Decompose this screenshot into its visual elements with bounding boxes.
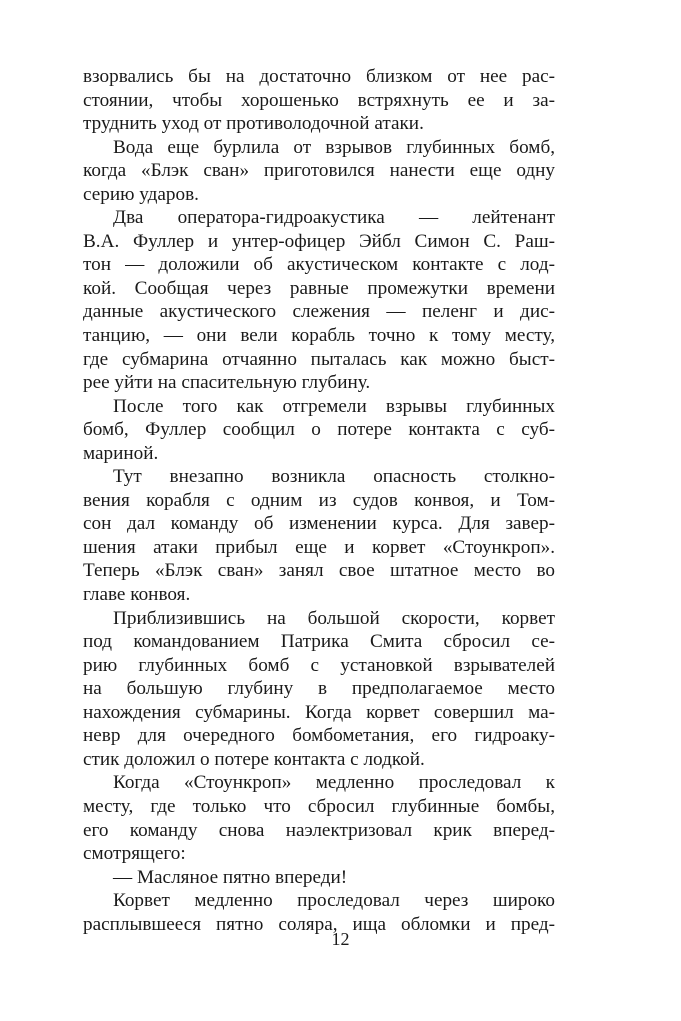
text-line: сон дал команду об изменении курса. Для завер- [83, 513, 555, 535]
text-line: стик доложил о потере контакта с лодкой. [83, 748, 425, 770]
text-line: рию глубинных бомб с установкой взрывателей [83, 654, 555, 676]
text-line: Корвет медленно проследовал через широко [113, 890, 555, 912]
page-number: 12 [331, 929, 350, 949]
text-line: нахождения субмарины. Когда корвет совершил ма- [83, 701, 555, 723]
text-line: стоянии, чтобы хорошенько встряхнуть ее и за- [83, 89, 555, 111]
text-line: невр для очередного бомбометания, его гидроаку- [83, 725, 555, 747]
page-body-text [83, 65, 555, 936]
text-line: — Масляное пятно впереди! [113, 866, 348, 888]
text-line: рее уйти на спасительную глубину. [83, 372, 371, 394]
text-line: шения атаки прибыл еще и корвет «Стоункроп». [83, 536, 555, 558]
text-line: под командованием Патрика Смита сбросил се- [83, 631, 555, 653]
text-line: В.А. Фуллер и унтер-офицер Эйбл Симон С. Раш- [83, 230, 555, 252]
text-line: мариной. [83, 442, 159, 464]
text-line: расплывшееся пятно соляра, ища обломки и пред- [83, 913, 555, 935]
text-line: бомб, Фуллер сообщил о потере контакта с суб- [83, 419, 555, 441]
text-line: его команду снова наэлектризовал крик вперед- [83, 819, 555, 841]
text-line: Два оператора-гидроакустика — лейтенант [113, 207, 555, 229]
text-line: кой. Сообщая через равные промежутки времени [83, 277, 555, 299]
text-line: танцию, — они вели корабль точно к тому месту, [83, 325, 555, 347]
text-line: Приблизившись на большой скорости, корвет [113, 607, 555, 629]
text-line: труднить уход от противолодочной атаки. [83, 113, 424, 135]
text-line: вения корабля с одним из судов конвоя, и Том- [83, 489, 555, 511]
text-line: Теперь «Блэк сван» занял свое штатное место во [83, 560, 555, 582]
text-line: взорвались бы на достаточно близком от нее рас- [83, 66, 555, 87]
text-line: главе конвоя. [83, 584, 191, 606]
text-line: После того как отгремели взрывы глубинных [113, 395, 555, 417]
text-line: Когда «Стоункроп» медленно проследовал к [113, 772, 555, 794]
text-line: тон — доложили об акустическом контакте с лод- [83, 254, 555, 276]
text-line: месту, где только что сбросил глубинные бомбы, [83, 795, 555, 817]
text-line: Вода еще бурлила от взрывов глубинных бомб, [113, 136, 555, 158]
text-line: смотрящего: [83, 843, 186, 865]
text-line: серию ударов. [83, 183, 199, 205]
text-line: на большую глубину в предполагаемое место [83, 678, 555, 700]
text-line: когда «Блэк сван» приготовился нанести еще одну [83, 160, 555, 182]
text-line: данные акустического слежения — пеленг и дис- [83, 301, 555, 323]
text-line: Тут внезапно возникла опасность столкно- [113, 466, 555, 488]
text-line: где субмарина отчаянно пыталась как можно быст- [83, 348, 555, 370]
